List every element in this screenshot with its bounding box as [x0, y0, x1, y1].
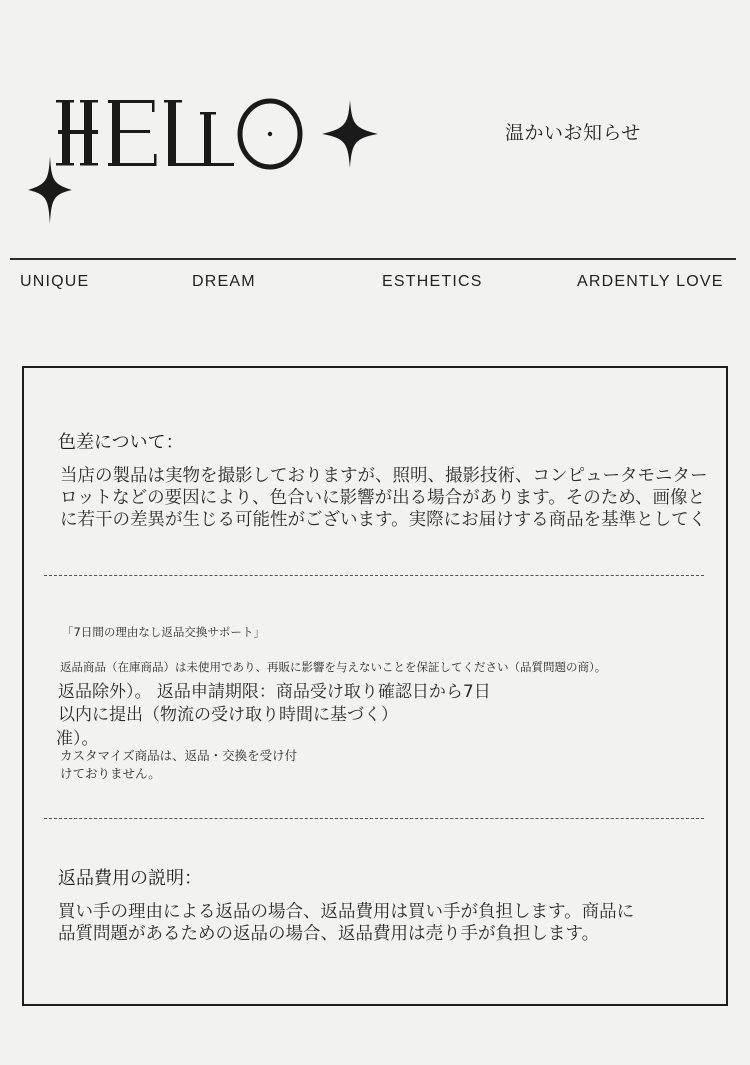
nav-item-esthetics: ESTHETICS	[382, 273, 483, 290]
return-period-line-1: 返品除外）。 返品申請期限：商品受け取り確認日から7日	[58, 682, 491, 702]
header-divider	[10, 258, 736, 260]
sparkle-large-icon	[322, 100, 378, 168]
section-divider-1	[44, 575, 704, 576]
nav-item-ardently-love: ARDENTLY LOVE	[577, 273, 724, 290]
hello-logo	[28, 92, 388, 232]
custom-item-line-1: カスタマイズ商品は、返品・交換を受け付	[60, 748, 298, 763]
nav-item-dream: DREAM	[192, 273, 256, 290]
color-difference-heading: 色差について：	[58, 432, 184, 453]
return-condition-text: 返品商品（在庫商品）は未使用であり、再販に影響を与えないことを保証してください（品質問題の商）。	[60, 660, 607, 674]
nav-item-unique: UNIQUE	[20, 273, 90, 290]
return-fee-heading: 返品費用の説明：	[58, 868, 202, 889]
notice-box	[22, 366, 728, 1006]
return-policy-title: 「7日間の理由なし返品交換サポート」	[62, 625, 265, 639]
return-period-line-2: 以内に提出（物流の受け取り時間に基づく）	[58, 705, 398, 725]
color-difference-line-2: ロットなどの要因により、色合いに影響が出る場合があります。そのため、画像と	[60, 488, 706, 508]
hello-logo-graphic	[28, 92, 388, 232]
sparkle-small-icon	[28, 156, 72, 224]
section-divider-2	[44, 818, 704, 819]
color-difference-line-1: 当店の製品は実物を撮影しておりますが、照明、撮影技術、コンピュータモニター	[60, 466, 708, 486]
header-subtitle: 温かいお知らせ	[505, 122, 641, 144]
color-difference-line-3: に若干の差異が生じる可能性がございます。実際にお届けする商品を基準としてく	[60, 510, 707, 530]
custom-item-line-2: けておりません。	[60, 766, 161, 781]
return-fee-line-1: 買い手の理由による返品の場合、返品費用は買い手が負担します。商品に	[58, 902, 635, 922]
return-fee-line-2: 品質問題があるための返品の場合、返品費用は売り手が負担します。	[58, 924, 600, 944]
return-period-line-3: 准）。	[56, 729, 99, 749]
